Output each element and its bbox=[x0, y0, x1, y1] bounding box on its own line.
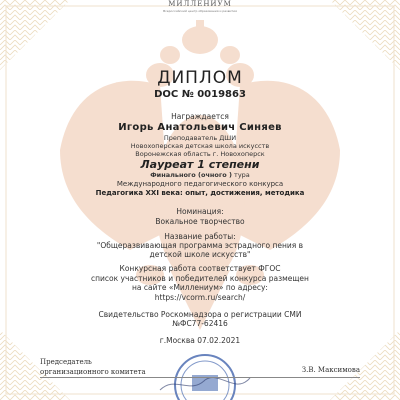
org-subtitle: Всероссийский центр образования и развития bbox=[163, 9, 237, 13]
work-title-value: "Общеразвивающая программа эстрадного пения в детской школе искусств" bbox=[96, 241, 304, 259]
tour-suffix: тура bbox=[231, 171, 250, 179]
compliance-line-1: Конкурсная работа соответствует ФГОС bbox=[119, 264, 281, 273]
recipient-region: Воронежская область г. Новохоперск bbox=[135, 150, 265, 158]
nomination-label: Номинация: bbox=[176, 207, 224, 216]
tour-bold: Финального (очного ) bbox=[150, 171, 232, 179]
awarded-label: Награждается bbox=[171, 112, 229, 121]
signature-line bbox=[40, 377, 360, 378]
registration-line-1: Свидетельство Роскомнадзора о регистрации СМИ bbox=[98, 310, 302, 319]
nomination-value: Вокальное творчество bbox=[155, 217, 245, 226]
award-level: Лауреат 1 степени bbox=[140, 158, 260, 171]
recipient-name: Игорь Анатольевич Синяев bbox=[118, 122, 282, 133]
chair-label: Председатель организационного комитета bbox=[40, 358, 146, 376]
registration-number: №ФС77-62416 bbox=[172, 319, 228, 328]
compliance-line-2: список участников и победителей конкурса размещен bbox=[91, 274, 309, 283]
results-url: https://vcorm.ru/search/ bbox=[154, 293, 246, 302]
contest-topic: Педагогика XXI века: опыт, достижения, методика bbox=[95, 189, 305, 197]
org-name: МИЛЛЕНИУМ bbox=[168, 0, 232, 8]
diploma-title: ДИПЛОМ bbox=[157, 68, 243, 88]
place-date: г.Москва 07.02.2021 bbox=[159, 336, 241, 345]
recipient-school: Новохоперская детская школа искусств bbox=[130, 142, 270, 150]
work-title-label: Название работы: bbox=[164, 232, 236, 241]
tour-line bbox=[40, 172, 360, 180]
contest-name: Международного педагогического конкурса bbox=[116, 180, 284, 188]
compliance-line-3: на сайте «Миллениум» по адресу: bbox=[132, 283, 268, 292]
doc-number: DOC № 0019863 bbox=[154, 89, 246, 100]
signer-name: З.В. Максимова bbox=[301, 366, 360, 374]
recipient-role: Преподаватель ДШИ bbox=[163, 134, 237, 142]
